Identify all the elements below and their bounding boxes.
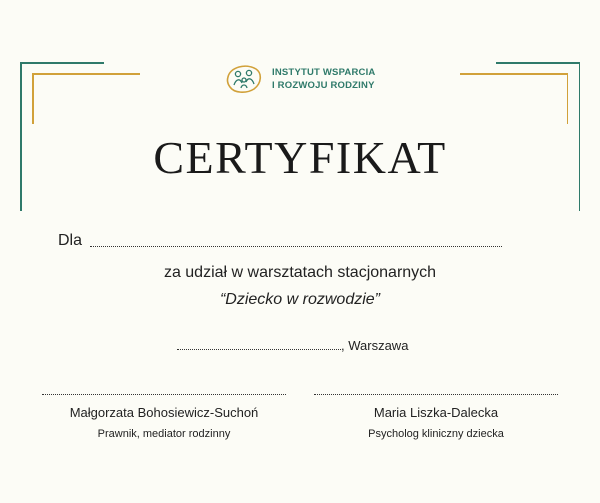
recipient-name-line [90,246,502,247]
family-hands-icon [224,63,264,95]
signatory-role-right: Psycholog kliniczny dziecka [368,428,504,440]
logo-text-line1: INSTYTUT WSPARCIA [272,67,376,78]
signature-line-left [42,394,286,395]
signature-left [42,394,286,440]
signature-line-right [314,394,558,395]
frame-left-green-top [20,62,104,64]
certificate-title: CERTYFIKAT [153,132,447,183]
logo-text-line2: I ROZWOJU RODZINY [272,80,375,91]
signature-right [314,394,558,440]
signatory-name-left: Małgorzata Bohosiewicz-Suchoń [69,405,259,420]
frame-right-green-top [496,62,580,64]
frame-left-gold-top [32,73,140,75]
recipient-label: Dla [58,232,83,249]
recipient-row [58,232,502,250]
workshop-title: “Dziecko w rozwodzie” [219,291,381,308]
institute-logo [224,63,376,95]
date-place-row [177,338,408,353]
place-label: , Warszawa [341,338,409,353]
frame-left-gold-side [32,73,34,124]
signatory-role-left: Prawnik, mediator rodzinny [97,428,231,440]
workshop-description: za udział w warsztatach stacjonarnych [163,264,437,281]
signatory-name-right: Maria Liszka-Dalecka [373,405,499,420]
frame-right-gold-top [460,73,568,75]
date-line [177,349,341,350]
frame-right-gold-side [567,73,569,124]
